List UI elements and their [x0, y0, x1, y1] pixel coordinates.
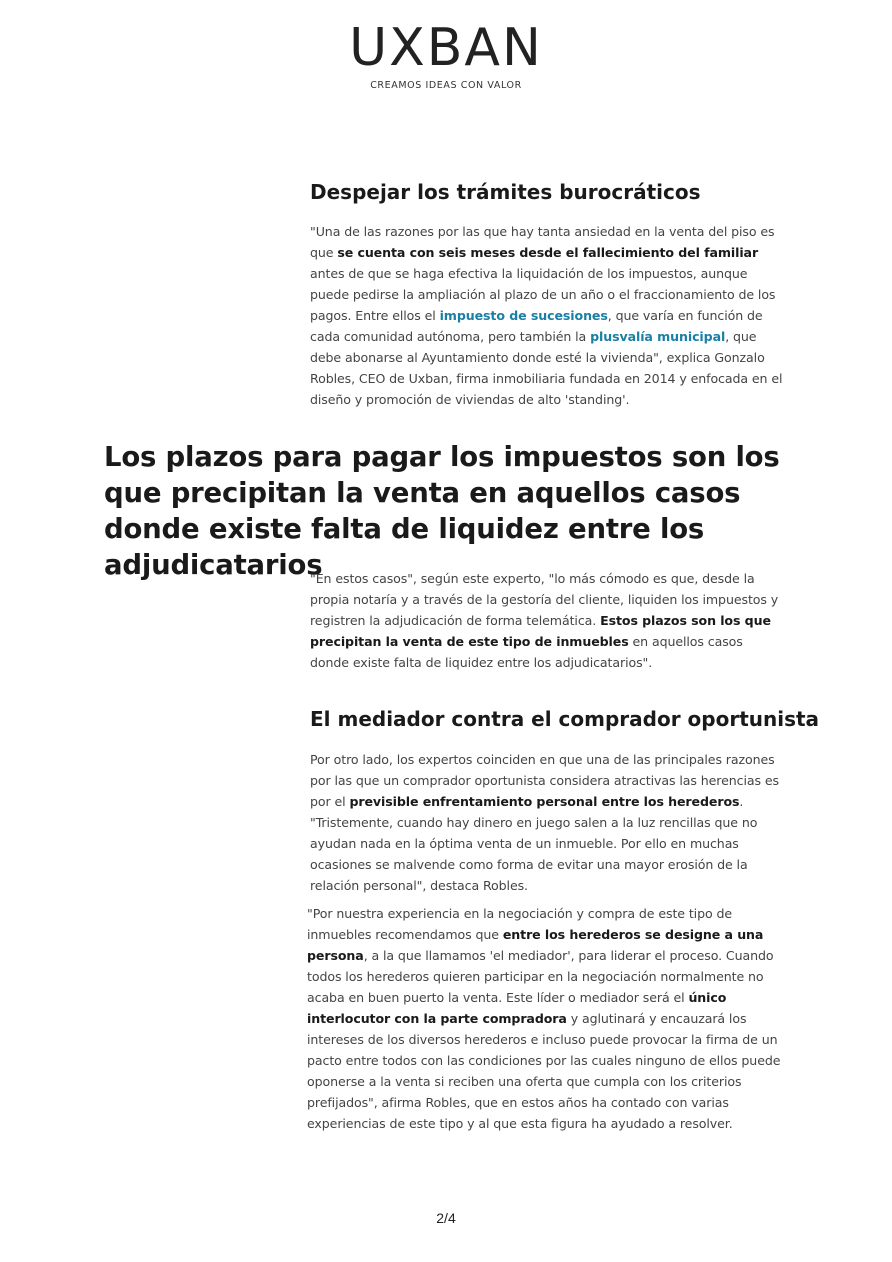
- paragraph-tramites: [310, 221, 785, 410]
- page-number: 2/4: [436, 1210, 456, 1226]
- bold-text: se cuenta con seis meses desde el fallecimiento del familiar: [337, 245, 759, 260]
- paragraph-plazos: [310, 568, 785, 673]
- text: Por otro lado, los expertos coinciden en que una de las principales razones por las que un comprador oportunista considera atractivas las herencias es por el: [310, 752, 779, 809]
- bold-text: único interlocutor con la parte compradora: [307, 990, 727, 1026]
- text: "Una de las razones por las que hay tanta ansiedad en la venta del piso es que: [310, 224, 775, 260]
- bold-text: entre los herederos se designe a una persona: [307, 927, 764, 963]
- text: , que varía en función de cada comunidad autónoma, pero también la: [310, 308, 763, 344]
- text: y aglutinará y encauzará los intereses de los diversos herederos e incluso puede provocar la firma de un pacto entre todos con las condiciones por las cuales ninguno de ellos puede oponerse a la venta si reciben una oferta que cumpla con los criterios prefijados", afirma Robles, que en estos años ha contado con varias experiencias de este tipo y al que esta figura ha ayudado a resolver.: [307, 1011, 781, 1131]
- text: . "Tristemente, cuando hay dinero en juego salen a la luz rencillas que no ayudan nada en la óptima venta de un inmueble. Por ello en muchas ocasiones se malvende como forma de evitar una mayor erosión de la relación personal", destaca Robles.: [310, 794, 758, 893]
- section-heading-tramites: Despejar los trámites burocráticos: [310, 180, 701, 204]
- bold-text: previsible enfrentamiento personal entre los herederos: [349, 794, 740, 809]
- pull-quote: Los plazos para pagar los impuestos son los que precipitan la venta en aquellos casos donde existe falta de liquidez entre los adjudicatarios: [104, 441, 780, 581]
- logo-tagline: CREAMOS IDEAS CON VALOR: [370, 80, 522, 91]
- text: "Por nuestra experiencia en la negociación y compra de este tipo de inmuebles recomendamos que: [307, 906, 733, 942]
- link-plusvalia-municipal[interactable]: plusvalía municipal: [590, 329, 726, 344]
- paragraph-oportunista: [310, 749, 785, 896]
- text: antes de que se haga efectiva la liquidación de los impuestos, aunque puede pedirse la ampliación al plazo de un año o el fraccionamiento de los pagos. Entre ellos el: [310, 266, 776, 323]
- text: , a la que llamamos 'el mediador', para liderar el proceso. Cuando todos los herederos quieren participar en la negociación normalmente no acaba en buen puerto la venta. Este líder o mediador será el: [307, 948, 774, 1005]
- company-logo: [0, 18, 892, 91]
- text: "En estos casos", según este experto, "lo más cómodo es que, desde la propia notaría y a través de la gestoría del cliente, liquiden los impuestos y registren la adjudicación de forma telemática.: [310, 571, 779, 628]
- section-heading-mediador: El mediador contra el comprador oportunista: [310, 707, 820, 731]
- text: , que debe abonarse al Ayuntamiento donde esté la vivienda", explica Gonzalo Robles, CEO de Uxban, firma inmobiliaria fundada en 2014 y enfocada en el diseño y promoción de viviendas de alto 'standing'.: [310, 329, 783, 407]
- bold-text: Estos plazos son los que precipitan la venta de este tipo de inmuebles: [310, 613, 771, 649]
- paragraph-mediador: [307, 903, 782, 1134]
- link-impuesto-sucesiones[interactable]: impuesto de sucesiones: [439, 308, 608, 323]
- text: en aquellos casos donde existe falta de liquidez entre los adjudicatarios".: [310, 634, 743, 670]
- logo-name: UXBAN: [349, 18, 543, 78]
